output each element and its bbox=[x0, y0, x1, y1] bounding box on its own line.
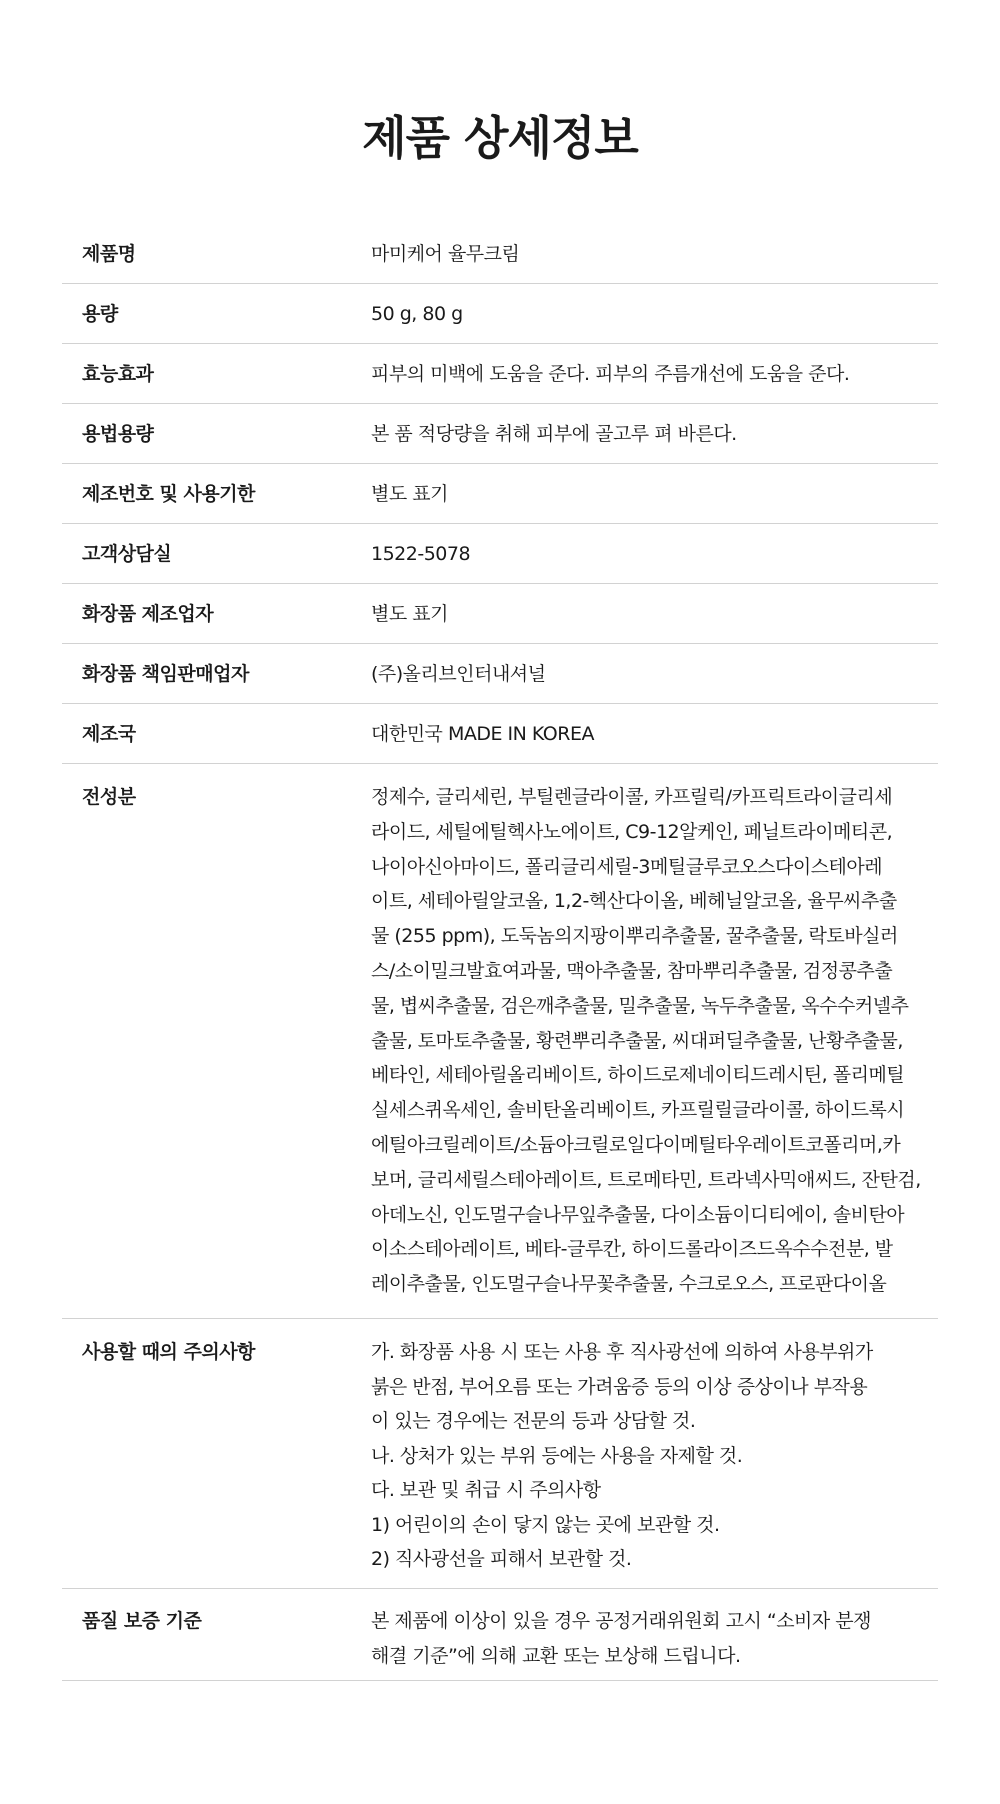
ingredients-row bbox=[62, 764, 938, 1319]
ingredients-line: 에틸아크릴레이트/소듐아크릴로일다이메틸타우레이트코폴리머,카 bbox=[371, 1133, 901, 1156]
row-value: 피부의 미백에 도움을 준다. 피부의 주름개선에 도움을 준다. bbox=[371, 362, 850, 385]
ingredients-line: 스/소이밀크발효여과물, 맥아추출물, 참마뿌리추출물, 검정콩추출 bbox=[371, 959, 893, 982]
row-label: 제조국 bbox=[82, 722, 136, 745]
caution-line: 다. 보관 및 취급 시 주의사항 bbox=[371, 1479, 601, 1501]
ingredients-line: 라이드, 세틸에틸헥사노에이트, C9-12알케인, 페닐트라이메티콘, bbox=[371, 820, 893, 843]
ingredients-line: 물 (255 ppm), 도둑놈의지팡이뿌리추출물, 꿀추출물, 락토바실러 bbox=[371, 925, 898, 948]
row-value: 마미케어 율무크림 bbox=[371, 242, 520, 265]
caution-text bbox=[371, 1335, 938, 1588]
row-value: 본 품 적당량을 취해 피부에 골고루 펴 바른다. bbox=[371, 422, 737, 445]
table-row bbox=[62, 644, 938, 704]
ingredients-line: 이소스테아레이트, 베타-글루칸, 하이드롤라이즈드옥수수전분, 발 bbox=[371, 1238, 893, 1261]
row-value: 대한민국 MADE IN KOREA bbox=[371, 722, 594, 745]
ingredients-line: 보머, 글리세릴스테아레이트, 트로메타민, 트라넥사믹애씨드, 잔탄검, bbox=[371, 1168, 921, 1191]
caution-row bbox=[62, 1319, 938, 1589]
caution-line: 붉은 반점, 부어오름 또는 가려움증 등의 이상 증상이나 부작용 bbox=[371, 1375, 868, 1398]
product-info-table bbox=[62, 224, 938, 1681]
table-row bbox=[62, 584, 938, 644]
caution-line: 나. 상처가 있는 부위 등에는 사용을 자제할 것. bbox=[371, 1444, 743, 1467]
ingredients-line: 정제수, 글리세린, 부틸렌글라이콜, 카프릴릭/카프릭트라이글리세 bbox=[371, 786, 893, 808]
row-value: 별도 표기 bbox=[371, 602, 448, 625]
ingredients-line: 레이추출물, 인도멀구슬나무꽃추출물, 수크로오스, 프로판다이올 bbox=[371, 1273, 887, 1296]
row-label: 효능효과 bbox=[82, 362, 154, 385]
row-value: 별도 표기 bbox=[371, 482, 448, 505]
ingredients-line: 아데노신, 인도멀구슬나무잎추출물, 다이소듐이디티에이, 솔비탄아 bbox=[371, 1203, 905, 1226]
quality-line: 해결 기준”에 의해 교환 또는 보상해 드립니다. bbox=[371, 1645, 741, 1667]
ingredients-line: 물, 볍씨추출물, 검은깨추출물, 밀추출물, 녹두추출물, 옥수수커넬추 bbox=[371, 994, 909, 1017]
table-row bbox=[62, 284, 938, 344]
quality-row bbox=[62, 1589, 938, 1681]
ingredients-line: 베타인, 세테아릴올리베이트, 하이드로제네이티드레시틴, 폴리메틸 bbox=[371, 1064, 905, 1087]
table-row bbox=[62, 524, 938, 584]
row-label: 화장품 책임판매업자 bbox=[82, 662, 249, 685]
row-label: 용량 bbox=[82, 302, 118, 325]
caution-line: 가. 화장품 사용 시 또는 사용 후 직사광선에 의하여 사용부위가 bbox=[371, 1341, 873, 1363]
ingredients-text bbox=[371, 780, 938, 1318]
table-row bbox=[62, 464, 938, 524]
table-row bbox=[62, 224, 938, 284]
row-label: 사용할 때의 주의사항 bbox=[82, 1341, 255, 1363]
row-label: 제품명 bbox=[82, 242, 136, 265]
row-label: 용법용량 bbox=[82, 422, 154, 445]
row-label: 고객상담실 bbox=[82, 542, 172, 565]
caution-line: 2) 직사광선을 피해서 보관할 것. bbox=[371, 1548, 632, 1570]
page-title: 제품 상세정보 bbox=[362, 111, 638, 165]
row-value: (주)올리브인터내셔널 bbox=[371, 662, 546, 685]
quality-line: 본 제품에 이상이 있을 경우 공정거래위원회 고시 “소비자 분쟁 bbox=[371, 1610, 872, 1632]
table-row bbox=[62, 704, 938, 764]
caution-line: 1) 어린이의 손이 닿지 않는 곳에 보관할 것. bbox=[371, 1513, 720, 1536]
ingredients-line: 출물, 토마토추출물, 황련뿌리추출물, 씨대퍼딜추출물, 난황추출물, bbox=[371, 1029, 903, 1052]
ingredients-line: 이트, 세테아릴알코올, 1,2-헥산다이올, 베헤닐알코올, 율무씨추출 bbox=[371, 890, 897, 913]
row-label: 전성분 bbox=[82, 786, 136, 808]
table-row bbox=[62, 404, 938, 464]
row-label: 품질 보증 기준 bbox=[82, 1610, 202, 1632]
row-value: 50 g, 80 g bbox=[371, 302, 463, 325]
row-value: 1522-5078 bbox=[371, 542, 471, 565]
table-row bbox=[62, 344, 938, 404]
row-label: 화장품 제조업자 bbox=[82, 602, 214, 625]
quality-text bbox=[371, 1604, 938, 1680]
row-label: 제조번호 및 사용기한 bbox=[82, 482, 255, 505]
ingredients-line: 나이아신아마이드, 폴리글리세릴-3메틸글루코오스다이스테아레 bbox=[371, 855, 883, 878]
ingredients-line: 실세스퀴옥세인, 솔비탄올리베이트, 카프릴릴글라이콜, 하이드록시 bbox=[371, 1099, 905, 1122]
caution-line: 이 있는 경우에는 전문의 등과 상담할 것. bbox=[371, 1410, 696, 1432]
